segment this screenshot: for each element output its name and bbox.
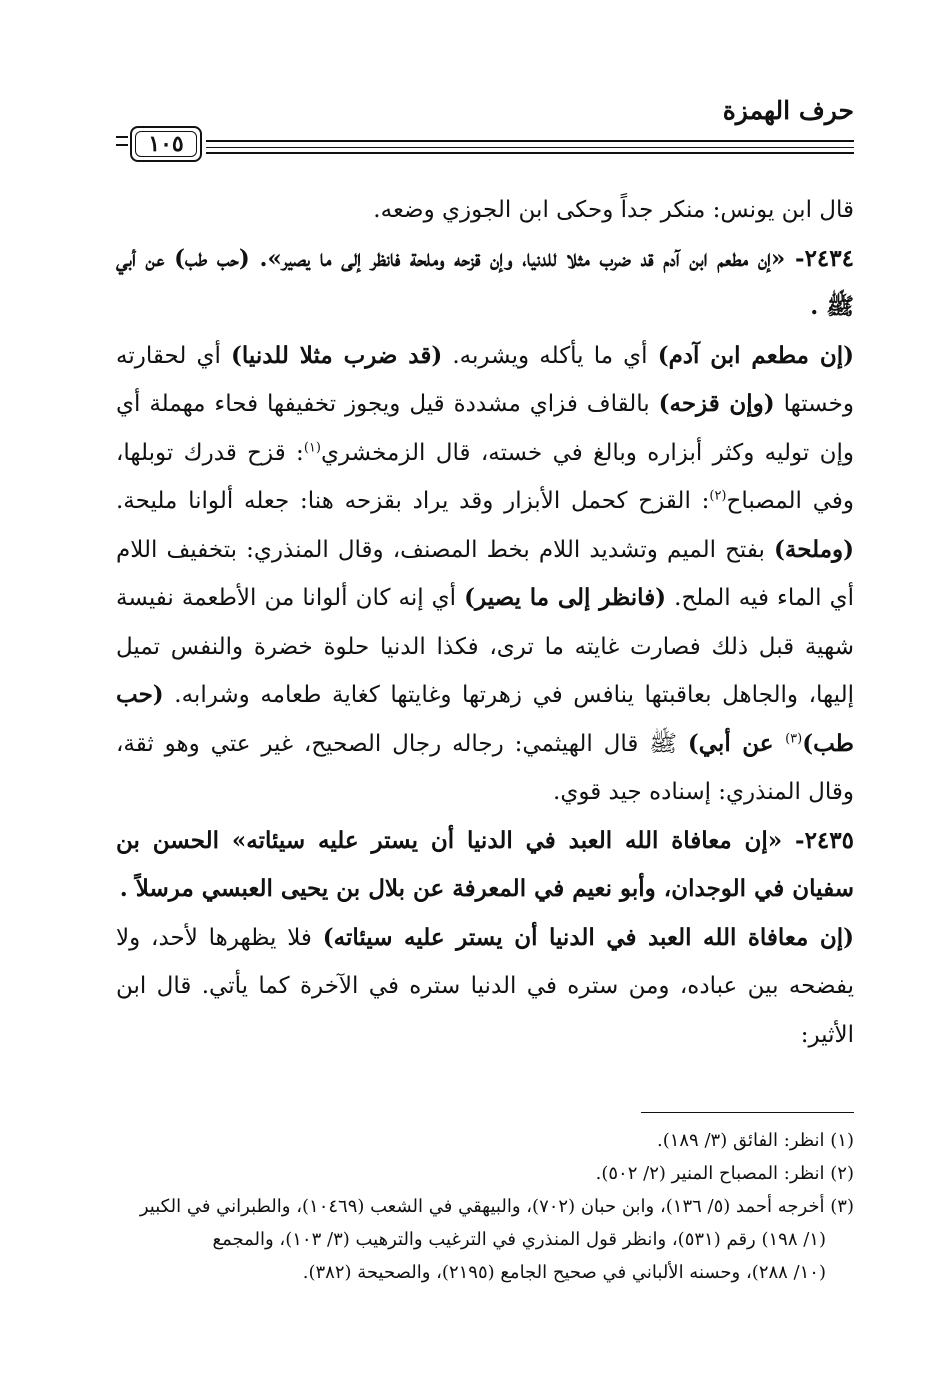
rule-end-mark — [116, 144, 128, 146]
running-title: حرف الهمزة — [722, 96, 854, 125]
quoted-phrase: عن أبي) — [687, 729, 786, 757]
commentary-2434 — [116, 332, 854, 817]
footnote-3-line-2: (١/ ١٩٨) رقم (٥٣١)، وانظر قول المنذري في الترغيب والترهيب (٣/ ١٠٣)، والمجمع — [212, 1229, 826, 1250]
footnotes — [116, 1124, 854, 1289]
quoted-phrase: (وإن قزحه) — [658, 390, 775, 417]
page-number-frame — [130, 126, 202, 162]
footnote-3-line-3: (١٠/ ٢٨٨)، وحسنه الألباني في صحيح الجامع (٢١٩٥)، والصحيحة (٣٨٢). — [302, 1262, 826, 1283]
footnote-ref: (٣) — [785, 730, 803, 746]
footnote-1: (١) انظر: الفائق (٣/ ١٨٩). — [656, 1130, 854, 1151]
footnote-separator — [641, 1112, 854, 1113]
commentary-text: ﷺ قال الهيثمي: رجاله رجال الصحيح، غير عتي وهو ثقة، وقال المنذري: إسناده جيد قوي. — [116, 730, 854, 805]
commentary-text: : القزح كحمل الأبزار وقد يراد بقزحه هنا: جعله ألوانا مليحة. — [116, 488, 710, 514]
quoted-phrase: (إن معافاة الله العبد في الدنيا أن يستر عليه سيئاته) — [322, 923, 855, 951]
rule-line — [206, 152, 854, 154]
hadith-2434: ٢٤٣٤- «إن مطعم ابن آدم قد ضرب مثلا للدنيا، وإن قزحه وملحة فانظر إلى ما يصير». (حب طب) عن أبي ﷺ . — [116, 244, 854, 320]
footnote-ref: (١) — [303, 439, 321, 455]
intro-line: قال ابن يونس: منكر جداً وحكى ابن الجوزي وضعه. — [373, 197, 854, 223]
commentary-text: أي ما يأكله ويشربه. — [442, 342, 658, 369]
quoted-phrase: (إن مطعم ابن آدم) — [657, 341, 854, 369]
page-number: ١٠٥ — [135, 131, 197, 157]
quoted-phrase: (فانظر إلى ما يصير) — [464, 584, 667, 611]
quoted-phrase: (حب طب) — [116, 681, 854, 757]
commentary-text: أي لحقارته وخستها — [116, 342, 854, 417]
main-text — [116, 186, 854, 1059]
quoted-phrase: (وملحة) — [774, 535, 854, 563]
footnote-3-line-1: (٣) أخرجه أحمد (٥/ ١٣٦)، وابن حبان (٧٠٢)، والبيهقي في الشعب (١٠٤٦٩)، والطبراني في الكبير — [139, 1196, 854, 1217]
commentary-text: فلا يظهرها لأحد، ولا يفضحه بين عباده، ومن ستره في الدنيا ستره في الآخرة كما يأتي. قال ابن الأثير: — [116, 924, 854, 1048]
footnote-2: (٢) انظر: المصباح المنير (٢/ ٥٠٢). — [595, 1163, 854, 1184]
commentary-text: بالقاف فزاي مشددة قيل ويجوز تخفيفها فحاء مهملة أي وإن توليه وكثر أبزاره وبالغ في خسته، قال الزمخشري — [116, 391, 854, 466]
footnote-ref: (٢) — [709, 488, 727, 504]
header-rule — [116, 126, 854, 166]
commentary-text: أي إنه كان ألوانا من الأطعمة نفيسة شهية قبل ذلك فصارت غايته ما ترى، فكذا الدنيا حلوة خضرة والنفس تميل إليها، والجاهل بعاقبتها ينافس في زهرتها وغايتها كغاية طعامه وشرابه. — [116, 585, 854, 708]
quoted-phrase: (قد ضرب مثلا للدنيا) — [231, 341, 443, 369]
commentary-text: بفتح الميم وتشديد اللام بخط المصنف، وقال المنذري: بتخفيف اللام أي الماء فيه الملح. — [116, 536, 855, 611]
rule-line — [206, 140, 854, 142]
commentary-text: : قزح قدرك توبلها، وفي المصباح — [116, 439, 854, 514]
rule-end-mark — [116, 136, 128, 138]
hadith-2435: ٢٤٣٥- «إن معافاة الله العبد في الدنيا أن يستر عليه سيئاته» الحسن بن سفيان في الوجدان، وأبو نعيم في المعرفة عن بلال بن يحيى العبسي مرسلاً . — [116, 826, 854, 902]
commentary-2435 — [116, 914, 854, 1060]
rule-line — [206, 147, 854, 148]
